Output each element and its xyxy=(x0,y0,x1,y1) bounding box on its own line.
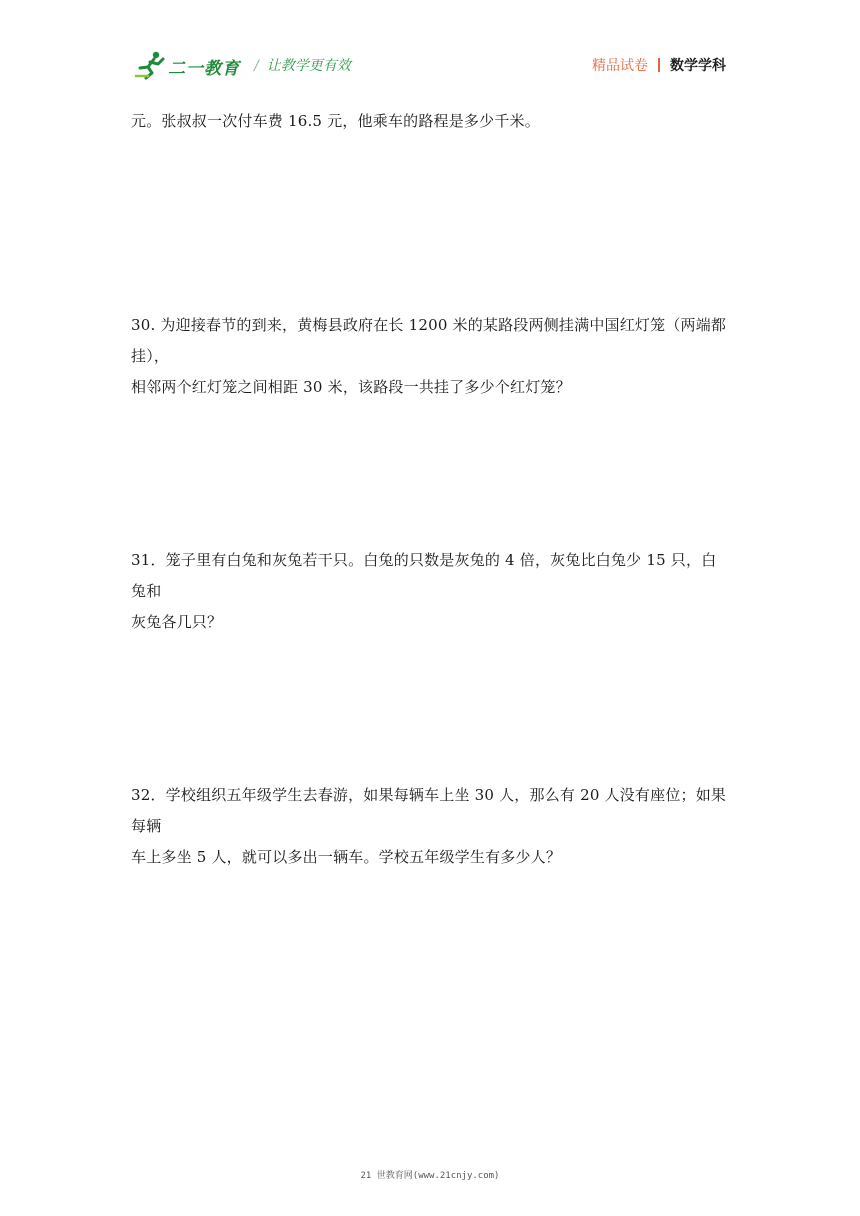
logo-text: 二一教育 xyxy=(168,59,240,79)
tag-quality: 精品试卷 xyxy=(592,58,648,74)
question-line: 31．笼子里有白兔和灰兔若干只。白兔的只数是灰兔的 4 倍，灰兔比白兔少 15 只，白兔和 xyxy=(131,551,717,600)
runner-logo-icon xyxy=(134,50,168,80)
question-30 xyxy=(131,310,731,403)
question-line: 车上多坐 5 人，就可以多出一辆车。学校五年级学生有多少人？ xyxy=(131,848,562,866)
slogan xyxy=(254,55,351,75)
header-tags xyxy=(592,55,726,75)
question-line: 元。张叔叔一次付车费 16.5 元，他乘车的路程是多少千米。 xyxy=(131,112,540,130)
page-footer: 21 世教育网(www.21cnjy.com) xyxy=(360,1171,500,1181)
question-line: 30. 为迎接春节的到来，黄梅县政府在长 1200 米的某路段两侧挂满中国红灯笼（两端都挂）， xyxy=(131,316,727,365)
slogan-text: 让教学更有效 xyxy=(266,58,351,74)
tag-subject: 数学学科 xyxy=(670,58,726,74)
tag-divider xyxy=(658,58,660,72)
question-line: 灰兔各几只？ xyxy=(131,613,223,631)
question-line: 相邻两个红灯笼之间相距 30 米，该路段一共挂了多少个红灯笼？ xyxy=(131,378,571,396)
question-31 xyxy=(131,545,731,638)
logo xyxy=(134,50,254,80)
page-header xyxy=(0,0,860,90)
question-29-tail xyxy=(131,106,731,137)
question-line: 32．学校组织五年级学生去春游，如果每辆车上坐 30 人，那么有 20 人没有座位；如果每辆 xyxy=(131,786,727,835)
slogan-slash: / xyxy=(254,58,259,74)
question-32 xyxy=(131,780,731,873)
